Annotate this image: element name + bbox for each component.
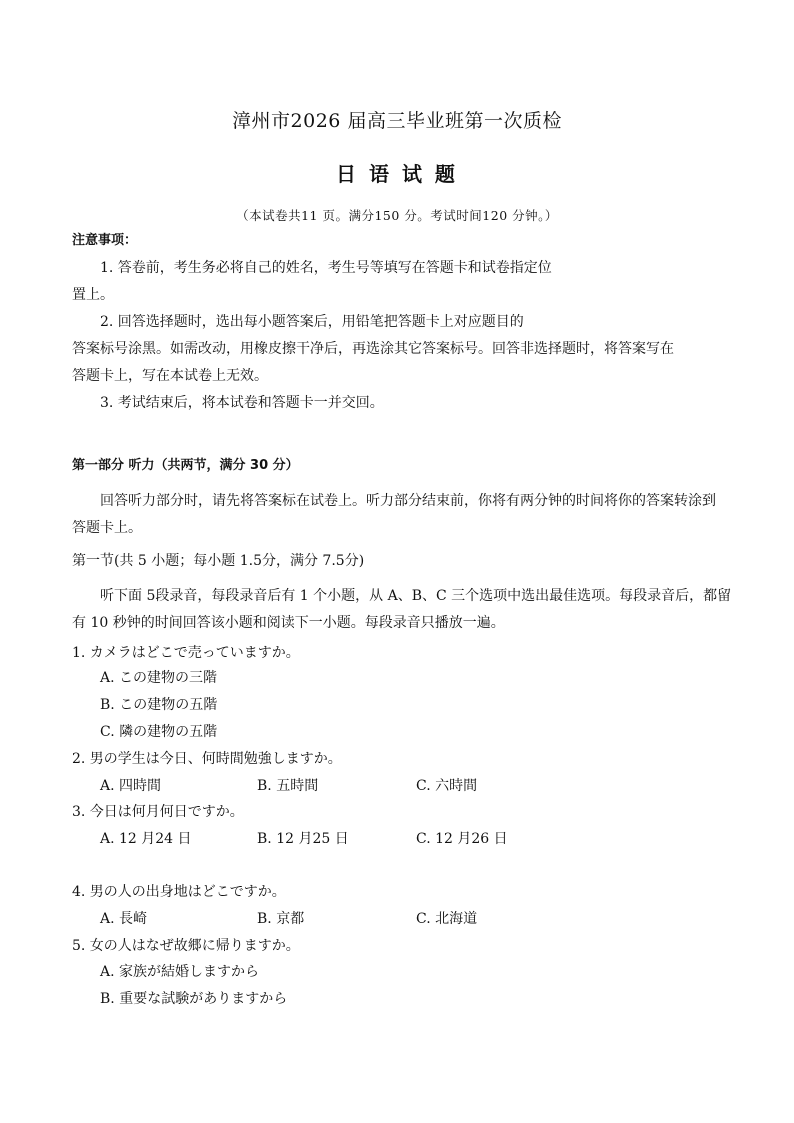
notice-item: 答案标号涂黑。如需改动，用橡皮擦干净后，再选涂其它答案标号。回答非选择题时，将答案写在 — [72, 341, 674, 357]
question-5: 5. 女の人はなぜ故郷に帰りますか。 — [72, 938, 300, 954]
question-3: 3. 今日は何月何日ですか。 — [72, 804, 244, 820]
notice-item: 答题卡上，写在本试卷上无效。 — [72, 368, 268, 384]
notice-item: 1. 答卷前，考生务必将自己的姓名，考生号等填写在答题卡和试卷指定位 — [100, 260, 552, 276]
q4-option-c: C. 北海道 — [416, 911, 478, 927]
question-1: 1. カメラはどこで売っていますか。 — [72, 645, 300, 661]
notice-item: 置上。 — [72, 287, 114, 303]
q5-option-b: B. 重要な試験がありますから — [100, 991, 288, 1007]
part1-intro: 回答听力部分时，请先将答案标在试卷上。听力部分结束前，你将有两分钟的时间将你的答案转涂到 — [100, 493, 716, 509]
notice-item: 3. 考试结束后，将本试卷和答题卡一并交回。 — [100, 395, 384, 411]
part1-heading: 第一部分 听力（共两节，满分 30 分） — [72, 458, 299, 473]
exam-info: （本试卷共11 页。满分150 分。考试时间120 分钟。） — [236, 208, 558, 223]
q4-option-b: B. 京都 — [257, 911, 305, 927]
q3-option-a: A. 12 月24 日 — [100, 831, 192, 847]
section1-intro: 有 10 秒钟的时间回答该小题和阅读下一小题。每段录音只播放一遍。 — [72, 615, 505, 631]
q1-option-b: B. この建物の五階 — [100, 697, 218, 713]
q5-option-a: A. 家族が結婚しますから — [100, 964, 260, 980]
section1-intro: 听下面 5段录音，每段录音后有 1 个小题，从 A、B、C 三个选项中选出最佳选项。每段录音后，都留 — [100, 588, 732, 604]
q2-option-c: C. 六時間 — [416, 778, 478, 794]
notice-heading: 注意事项： — [72, 233, 138, 248]
q3-option-b: B. 12 月25 日 — [257, 831, 349, 847]
q1-option-c: C. 隣の建物の五階 — [100, 724, 218, 740]
exam-title: 漳州市2026 届高三毕业班第一次质检 — [232, 110, 562, 132]
section1-heading: 第一节(共 5 小题；每小题 1.5分，满分 7.5分) — [72, 553, 365, 569]
notice-item: 2. 回答选择题时，选出每小题答案后，用铅笔把答题卡上对应题目的 — [100, 314, 524, 330]
q4-option-a: A. 長崎 — [100, 911, 148, 927]
q2-option-a: A. 四時間 — [100, 778, 162, 794]
part1-intro: 答题卡上。 — [72, 520, 142, 536]
question-4: 4. 男の人の出身地はどこですか。 — [72, 884, 286, 900]
q2-option-b: B. 五時間 — [257, 778, 319, 794]
question-2: 2. 男の学生は今日、何時間勉強しますか。 — [72, 751, 342, 767]
subject-title: 日 语 试 题 — [336, 162, 458, 186]
q1-option-a: A. この建物の三階 — [100, 670, 218, 686]
q3-option-c: C. 12 月26 日 — [416, 831, 508, 847]
